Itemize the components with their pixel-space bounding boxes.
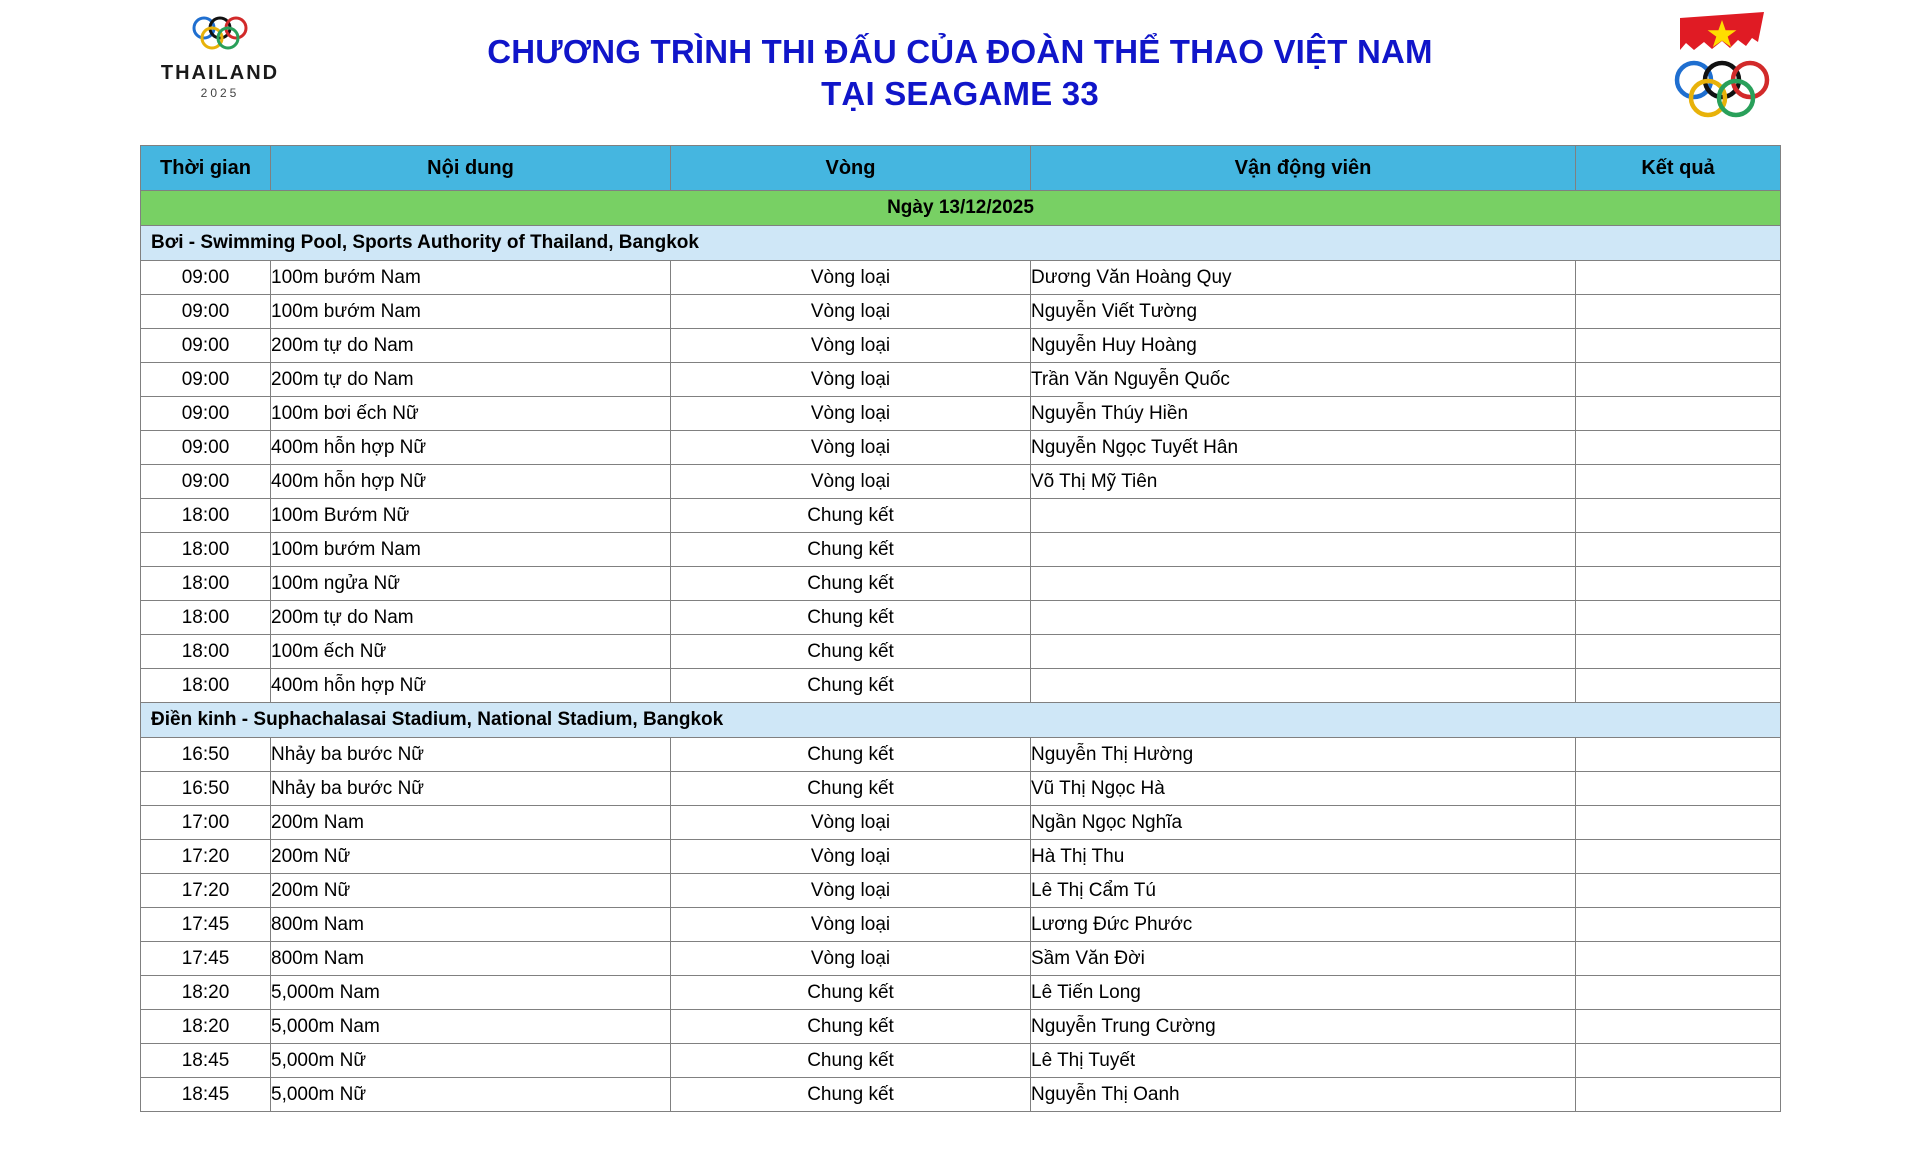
cell-athlete: Trần Văn Nguyễn Quốc [1031,363,1576,397]
cell-athlete: Võ Thị Mỹ Tiên [1031,465,1576,499]
cell-result [1576,567,1781,601]
table-row [141,840,1781,874]
table-row [141,738,1781,772]
cell-result [1576,976,1781,1010]
cell-result [1576,1044,1781,1078]
cell-athlete [1031,499,1576,533]
day-label: Ngày 13/12/2025 [141,191,1781,226]
table-row [141,397,1781,431]
cell-time: 17:45 [141,942,271,976]
cell-round: Chung kết [671,976,1031,1010]
table-row [141,1010,1781,1044]
cell-round: Chung kết [671,1078,1031,1112]
cell-athlete: Nguyễn Thị Hường [1031,738,1576,772]
cell-result [1576,635,1781,669]
cell-round: Vòng loại [671,806,1031,840]
cell-round: Vòng loại [671,942,1031,976]
table-row [141,567,1781,601]
table-row [141,533,1781,567]
cell-athlete: Dương Văn Hoàng Quy [1031,261,1576,295]
cell-event: Nhảy ba bước Nữ [271,738,671,772]
venue-row [141,226,1781,261]
page-title-line1: CHƯƠNG TRÌNH THI ĐẤU CỦA ĐOÀN THỂ THAO VIỆT NAM [487,33,1433,71]
cell-result [1576,431,1781,465]
cell-round: Chung kết [671,1044,1031,1078]
column-header-event: Nội dung [271,146,671,191]
cell-event: 100m ếch Nữ [271,635,671,669]
cell-result [1576,772,1781,806]
table-row [141,669,1781,703]
cell-result [1576,840,1781,874]
cell-result [1576,806,1781,840]
cell-event: 800m Nam [271,908,671,942]
cell-time: 17:20 [141,874,271,908]
cell-athlete: Ngần Ngọc Nghĩa [1031,806,1576,840]
cell-result [1576,261,1781,295]
cell-event: Nhảy ba bước Nữ [271,772,671,806]
cell-time: 18:00 [141,601,271,635]
cell-event: 200m Nữ [271,840,671,874]
cell-event: 400m hỗn hợp Nữ [271,669,671,703]
cell-event: 800m Nam [271,942,671,976]
cell-result [1576,1010,1781,1044]
thailand-2025-logo [155,10,285,100]
cell-round: Chung kết [671,635,1031,669]
table-row [141,772,1781,806]
cell-event: 5,000m Nam [271,976,671,1010]
cell-round: Chung kết [671,601,1031,635]
column-header-result: Kết quả [1576,146,1781,191]
cell-result [1576,533,1781,567]
cell-round: Vòng loại [671,261,1031,295]
cell-athlete: Nguyễn Ngọc Tuyết Hân [1031,431,1576,465]
cell-result [1576,669,1781,703]
cell-time: 17:20 [141,840,271,874]
table-row [141,601,1781,635]
cell-athlete: Sầm Văn Đời [1031,942,1576,976]
cell-athlete: Hà Thị Thu [1031,840,1576,874]
cell-athlete [1031,601,1576,635]
cell-round: Chung kết [671,533,1031,567]
table-head [141,146,1781,191]
table-body [141,191,1781,1112]
table-row [141,874,1781,908]
cell-event: 200m Nữ [271,874,671,908]
cell-time: 09:00 [141,261,271,295]
cell-event: 100m ngửa Nữ [271,567,671,601]
page-title-line2: TẠI SEAGAME 33 [821,74,1099,112]
cell-time: 18:00 [141,669,271,703]
cell-athlete: Vũ Thị Ngọc Hà [1031,772,1576,806]
cell-time: 09:00 [141,465,271,499]
cell-result [1576,295,1781,329]
table-row [141,261,1781,295]
table-header-row [141,146,1781,191]
cell-round: Chung kết [671,499,1031,533]
thailand-logo-text: THAILAND [160,62,280,84]
cell-event: 5,000m Nữ [271,1078,671,1112]
cell-athlete [1031,635,1576,669]
cell-event: 200m tự do Nam [271,363,671,397]
day-banner-row [141,191,1781,226]
cell-result [1576,601,1781,635]
vietnam-olympic-committee-logo [1652,8,1792,128]
cell-round: Vòng loại [671,329,1031,363]
cell-athlete: Lê Thị Tuyết [1031,1044,1576,1078]
thailand-emblem-icon [188,10,252,60]
cell-time: 18:00 [141,635,271,669]
cell-time: 17:00 [141,806,271,840]
cell-event: 400m hỗn hợp Nữ [271,465,671,499]
cell-athlete [1031,669,1576,703]
table-row [141,942,1781,976]
cell-result [1576,738,1781,772]
cell-athlete [1031,533,1576,567]
cell-round: Chung kết [671,1010,1031,1044]
table-row [141,363,1781,397]
cell-athlete: Nguyễn Thị Oanh [1031,1078,1576,1112]
table-row [141,908,1781,942]
cell-round: Chung kết [671,772,1031,806]
cell-athlete: Nguyễn Thúy Hiền [1031,397,1576,431]
cell-event: 200m tự do Nam [271,601,671,635]
table-row [141,976,1781,1010]
cell-result [1576,1078,1781,1112]
cell-athlete: Nguyễn Huy Hoàng [1031,329,1576,363]
venue-label: Bơi - Swimming Pool, Sports Authority of Thailand, Bangkok [141,226,1781,261]
cell-time: 17:45 [141,908,271,942]
cell-result [1576,329,1781,363]
cell-round: Vòng loại [671,465,1031,499]
table-row [141,1044,1781,1078]
venue-label: Điền kinh - Suphachalasai Stadium, National Stadium, Bangkok [141,703,1781,738]
cell-time: 18:20 [141,1010,271,1044]
cell-result [1576,942,1781,976]
cell-round: Vòng loại [671,295,1031,329]
schedule-table [140,145,1781,1112]
table-row [141,499,1781,533]
vietnam-olympic-icon [1652,8,1792,128]
cell-event: 100m Bướm Nữ [271,499,671,533]
venue-row [141,703,1781,738]
table-row [141,806,1781,840]
cell-time: 16:50 [141,772,271,806]
cell-round: Chung kết [671,567,1031,601]
schedule-table-wrapper [0,145,1920,1112]
cell-round: Vòng loại [671,874,1031,908]
cell-result [1576,874,1781,908]
cell-event: 5,000m Nam [271,1010,671,1044]
cell-time: 18:20 [141,976,271,1010]
cell-event: 100m bướm Nam [271,533,671,567]
table-row [141,635,1781,669]
cell-athlete: Nguyễn Trung Cường [1031,1010,1576,1044]
table-row [141,295,1781,329]
cell-time: 09:00 [141,397,271,431]
cell-result [1576,397,1781,431]
cell-event: 100m bướm Nam [271,295,671,329]
cell-athlete [1031,567,1576,601]
page-title [487,31,1433,114]
cell-event: 100m bướm Nam [271,261,671,295]
column-header-athlete: Vận động viên [1031,146,1576,191]
cell-time: 09:00 [141,363,271,397]
cell-event: 400m hỗn hợp Nữ [271,431,671,465]
column-header-round: Vòng [671,146,1031,191]
table-row [141,465,1781,499]
cell-athlete: Lương Đức Phước [1031,908,1576,942]
cell-time: 18:00 [141,533,271,567]
column-header-time: Thời gian [141,146,271,191]
cell-result [1576,908,1781,942]
cell-time: 09:00 [141,431,271,465]
cell-time: 18:00 [141,567,271,601]
cell-round: Vòng loại [671,363,1031,397]
cell-result [1576,465,1781,499]
thailand-logo-year: 2025 [200,86,240,100]
cell-time: 18:00 [141,499,271,533]
cell-event: 5,000m Nữ [271,1044,671,1078]
cell-time: 18:45 [141,1078,271,1112]
cell-time: 09:00 [141,329,271,363]
cell-time: 18:45 [141,1044,271,1078]
table-row [141,329,1781,363]
cell-time: 16:50 [141,738,271,772]
table-row [141,431,1781,465]
cell-athlete: Lê Tiến Long [1031,976,1576,1010]
cell-athlete: Lê Thị Cẩm Tú [1031,874,1576,908]
cell-round: Vòng loại [671,908,1031,942]
cell-round: Chung kết [671,669,1031,703]
cell-round: Vòng loại [671,840,1031,874]
cell-round: Vòng loại [671,431,1031,465]
cell-event: 200m Nam [271,806,671,840]
cell-event: 200m tự do Nam [271,329,671,363]
table-row [141,1078,1781,1112]
cell-result [1576,499,1781,533]
cell-result [1576,363,1781,397]
cell-round: Vòng loại [671,397,1031,431]
cell-event: 100m bơi ếch Nữ [271,397,671,431]
cell-round: Chung kết [671,738,1031,772]
page-header [0,0,1920,145]
cell-athlete: Nguyễn Viết Tường [1031,295,1576,329]
cell-time: 09:00 [141,295,271,329]
